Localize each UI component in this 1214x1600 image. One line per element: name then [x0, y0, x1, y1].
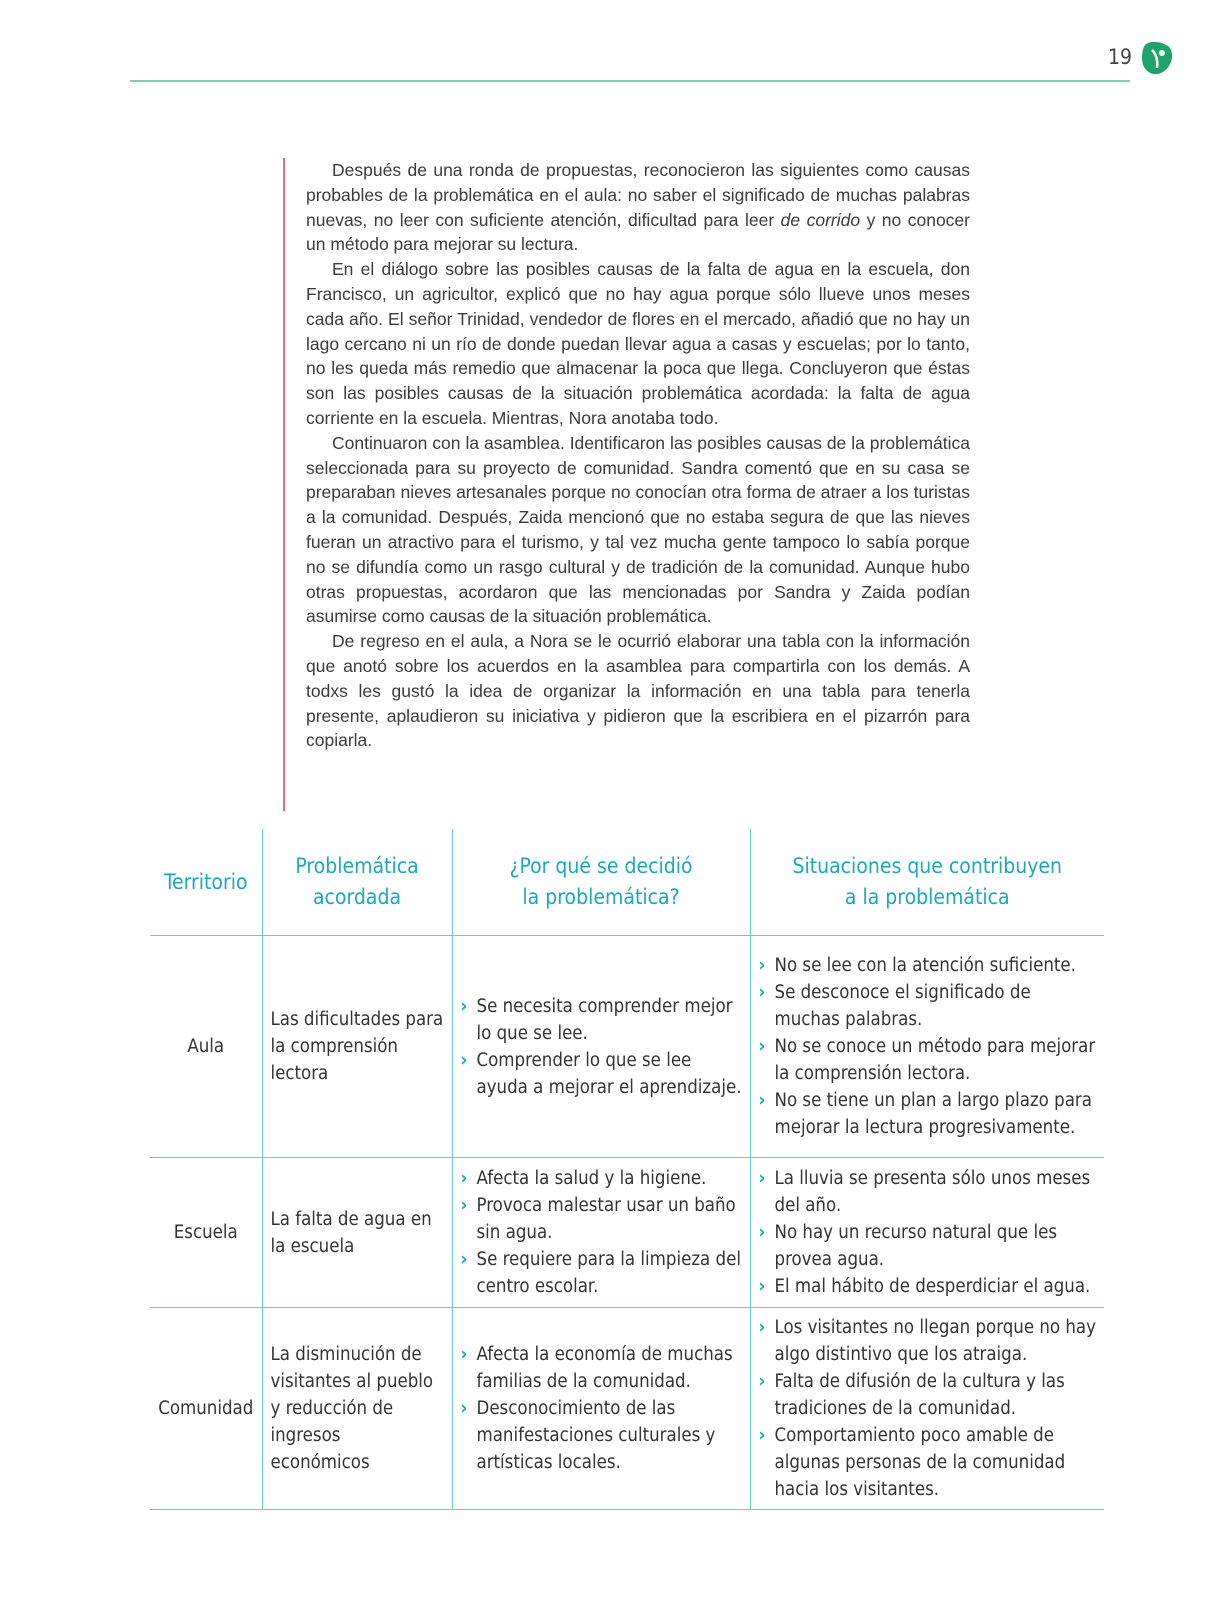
header-rule [130, 80, 1130, 82]
list-item: › Afecta la economía de muchas familias de la comunidad. [461, 1341, 742, 1395]
paragraph [285, 431, 970, 629]
list-item: › No se tiene un plan a largo plazo para mejorar la lectura progresivamente. [759, 1087, 1097, 1141]
problem-cell: La disminución de visitantes al pueblo y reducción de ingresos económicos [262, 1308, 452, 1510]
reasons-cell [452, 1158, 750, 1308]
header-label: Territorio [163, 869, 248, 894]
green-leaf-logo-icon [1140, 40, 1174, 76]
list-item: › No se lee con la atención suficiente. [759, 952, 1097, 979]
header-situaciones [750, 829, 1104, 936]
table-row-comunidad [150, 1308, 1104, 1510]
list-item: › Se necesita comprender mejor lo que se lee. [461, 993, 742, 1047]
paragraph [285, 158, 970, 257]
list-item: › Desconocimiento de las manifestaciones culturales y artísticas locales. [461, 1395, 742, 1476]
reasons-cell [452, 1308, 750, 1510]
paragraph-text: Continuaron con la asamblea. Identificaron las posibles causas de la problemática seleccionada para su proyecto de comunidad. Sandra comentó que en su casa se preparaban nieves artesanales porque no conocían otra forma de atraer a los turistas a la comunidad. Después, Zaida mencionó que no estaba segura de que las nieves fueran un atractivo para el turismo, y tal vez mucha gente tampoco lo sabía porque no se difundía como un rasgo cultural y de tradición de la comunidad. Aunque hubo otras propuestas, acordaron que las mencionadas por Sandra y Zaida podían asumirse como causas de la situación problemática. [306, 432, 970, 627]
paragraph [285, 257, 970, 431]
list-item: › Comprender lo que se lee ayuda a mejorar el aprendizaje. [461, 1047, 742, 1101]
paragraph [285, 629, 970, 753]
header-label: ¿Por qué se decidió [509, 854, 693, 878]
territory-cell: Comunidad [150, 1308, 262, 1510]
reasons-cell [452, 936, 750, 1158]
header-label: Problemática [295, 854, 419, 878]
list-item: › Provoca malestar usar un baño sin agua. [461, 1192, 742, 1246]
header-label: a la problemática [844, 885, 1010, 909]
table-header-row [150, 829, 1104, 936]
list-item: › La lluvia se presenta sólo unos meses del año. [759, 1165, 1097, 1219]
problem-cell: Las dificultades para la comprensión lectora [262, 936, 452, 1158]
list-item: › Falta de difusión de la cultura y las tradiciones de la comunidad. [759, 1368, 1097, 1422]
problematica-table [150, 829, 1104, 1510]
header-label: la problemática? [522, 885, 680, 909]
paragraph-text: De regreso en el aula, a Nora se le ocurrió elaborar una tabla con la información que anotó sobre los acuerdos en la asamblea para compartirla con los demás. A todxs les gustó la idea de organizar la información en una tabla para tenerla presente, aplaudieron su iniciativa y pidieron que la escribiera en el pizarrón para copiarla. [306, 631, 970, 751]
territory-cell: Aula [150, 936, 262, 1158]
table-row-escuela [150, 1158, 1104, 1308]
page-number: 19 [1108, 45, 1133, 69]
list-item: › Comportamiento poco amable de algunas personas de la comunidad hacia los visitantes. [759, 1422, 1097, 1503]
list-item: › El mal hábito de desperdiciar el agua. [759, 1273, 1097, 1300]
reasons-list [461, 1341, 742, 1476]
situations-cell [750, 1158, 1104, 1308]
paragraph-text: y no conocer un método para mejorar su lectura. [306, 209, 970, 255]
table-row-aula [150, 936, 1104, 1158]
list-item: › Se desconoce el significado de muchas palabras. [759, 979, 1097, 1033]
reasons-list [461, 993, 742, 1101]
paragraph-text: En el diálogo sobre las posibles causas de la falta de agua en la escuela, don Francisco, un agricultor, explicó que no hay agua porque sólo llueve unos meses cada año. El señor Trinidad, vendedor de flores en el mercado, añadió que no hay un lago cercano ni un río de donde puedan llevar agua a casas y escuelas; por lo tanto, no les queda más remedio que almacenar la poca que llega. Concluyeron que éstas son las posibles causas de la situación problemática acordada: la falta de agua corriente en la escuela. Mientras, Nora anotaba todo. [306, 259, 970, 428]
problem-cell: La falta de agua en la escuela [262, 1158, 452, 1308]
header-territorio [150, 829, 262, 936]
territory-cell: Escuela [150, 1158, 262, 1308]
list-item: › Afecta la salud y la higiene. [461, 1165, 742, 1192]
situations-cell [750, 936, 1104, 1158]
list-item: › No hay un recurso natural que les provea agua. [759, 1219, 1097, 1273]
header-label: Situaciones que contribuyen [792, 854, 1063, 878]
list-item: › Los visitantes no llegan porque no hay algo distintivo que los atraiga. [759, 1314, 1097, 1368]
header-por-que [452, 829, 750, 936]
body-text-block [283, 158, 975, 811]
header-label: acordada [312, 885, 402, 909]
situations-list [759, 1165, 1097, 1300]
situations-list [759, 952, 1097, 1141]
list-item: › Se requiere para la limpieza del centro escolar. [461, 1246, 742, 1300]
situations-list [759, 1314, 1097, 1503]
reasons-list [461, 1165, 742, 1300]
list-item: › No se conoce un método para mejorar la comprensión lectora. [759, 1033, 1097, 1087]
paragraph-emphasis: de corrido [780, 209, 861, 230]
situations-cell [750, 1308, 1104, 1510]
header-problematica [262, 829, 452, 936]
paragraph-text: Después de una ronda de propuestas, reconocieron las siguientes como causas probables de la problemática en el aula: no saber el significado de muchas palabras nuevas, no leer con suficiente atención, dificultad para leer [306, 160, 970, 230]
